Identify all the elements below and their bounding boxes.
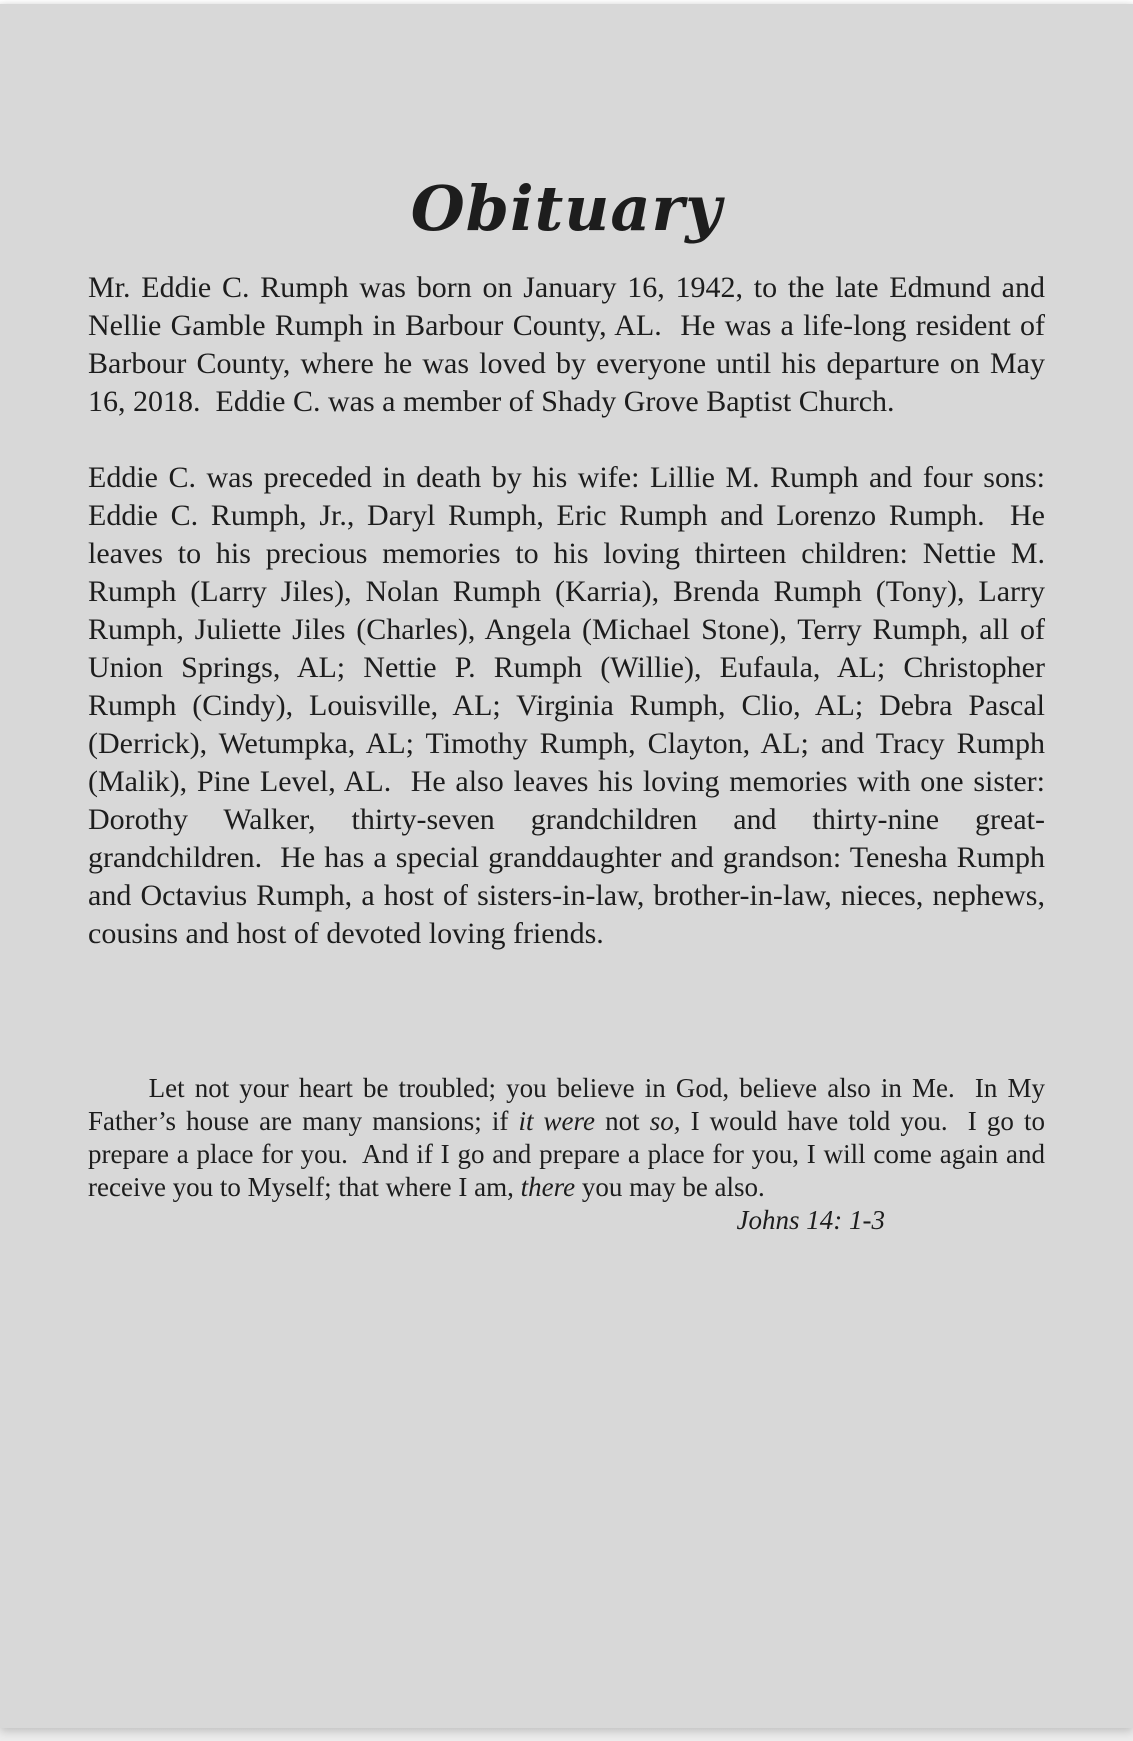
obituary-paragraph-birth: Mr. Eddie C. Rumph was born on January 16, 1942, to the late Edmund and Nellie Gamble Rumph in Barbour County, AL. He was a life-long resident of Barbour County, where he was loved by everyone until his departure on May 16, 2018. Eddie C. was a member of Shady Grove Baptist Church. (88, 271, 1053, 419)
page-title: Obituary (410, 172, 723, 245)
scripture-text: Let not your heart be troubled; you believe in God, believe also in Me. In My Father’s house are many mansions; if it were not so, I would have told you. I go to prepare a place for you. And if I go and prepare a place for you, I will come again and receive you to Myself; that where I am, there you may be also. (88, 1073, 1052, 1203)
obituary-paragraph-family: Eddie C. was preceded in death by his wife: Lillie M. Rumph and four sons: Eddie C. Rumph, Jr., Daryl Rumph, Eric Rumph and Lorenzo Rumph. He leaves to his precious memories to his loving thirteen children: Nettie M. Rumph (Larry Jiles), Nolan Rumph (Karria), Brenda Rumph (Tony), Larry Rumph, Juliette Jiles (Charles), Angela (Michael Stone), Terry Rumph, all of Union Springs, AL; Nettie P. Rumph (Willie), Eufaula, AL; Christopher Rumph (Cindy), Louisville, AL; Virginia Rumph, Clio, AL; Debra Pascal (Derrick), Wetumpka, AL; Timothy Rumph, Clayton, AL; and Tracy Rumph (Malik), Pine Level, AL. He also leaves his loving memories with one sister: Dorothy Walker, thirty-seven grandchildren and thirty-nine great-grandchildren. He has a special granddaughter and grandson: Tenesha Rumph and Octavius Rumph, a host of sisters-in-law, brother-in-law, nieces, nephews, cousins and host of devoted loving friends. (88, 461, 1053, 951)
scripture-reference: Johns 14: 1-3 (736, 1205, 885, 1236)
scripture-paragraph (88, 1039, 1052, 1270)
obituary-page (0, 4, 1133, 1728)
obituary-body (0, 269, 1133, 1270)
